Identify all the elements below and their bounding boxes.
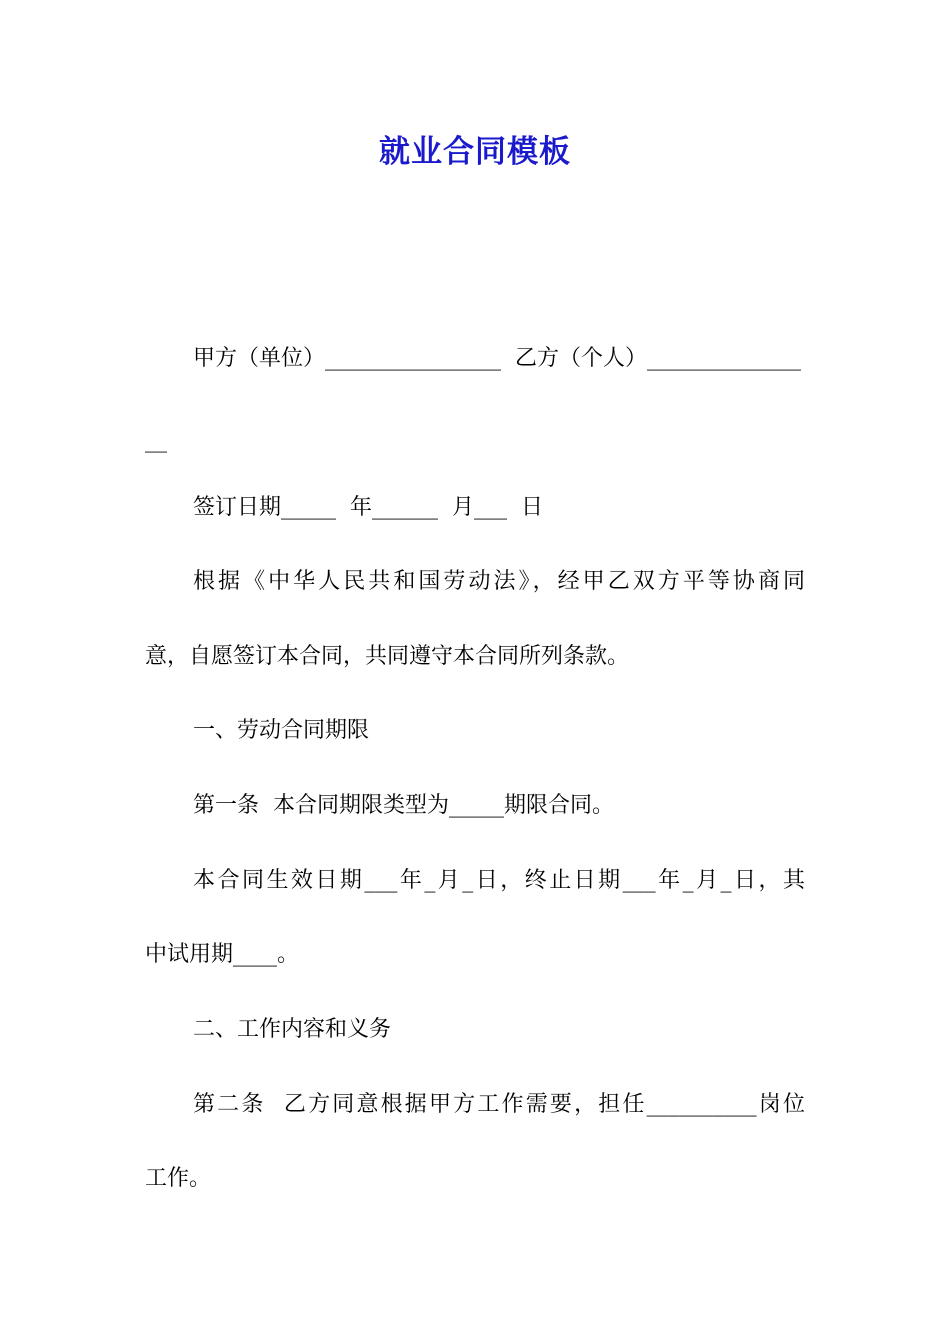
effective-date-line-1: 本合同生效日期___年_月_日，终止日期___年_月_日，其 [193,868,805,893]
party-line: 甲方（单位）________________ 乙方（个人）______________ [193,346,801,371]
article-1-line: 第一条 本合同期限类型为_____期限合同。 [193,793,614,818]
document-title: 就业合同模板 [379,134,571,170]
section-heading-work-content: 二、工作内容和义务 [193,1017,392,1042]
signing-date-line: 签订日期_____ 年______ 月___ 日 [193,495,543,520]
preamble-line-1: 根据《中华人民共和国劳动法》，经甲乙双方平等协商同 [193,569,805,594]
section-heading-contract-term: 一、劳动合同期限 [193,718,370,743]
party-line-continuation: __ [145,428,167,453]
article-2-line-2: 工作。 [145,1166,212,1191]
effective-date-line-2: 中试用期____。 [145,942,300,967]
article-2-line-1: 第二条 乙方同意根据甲方工作需要，担任__________岗位 [193,1092,805,1117]
preamble-line-2: 意，自愿签订本合同，共同遵守本合同所列条款。 [145,644,630,669]
